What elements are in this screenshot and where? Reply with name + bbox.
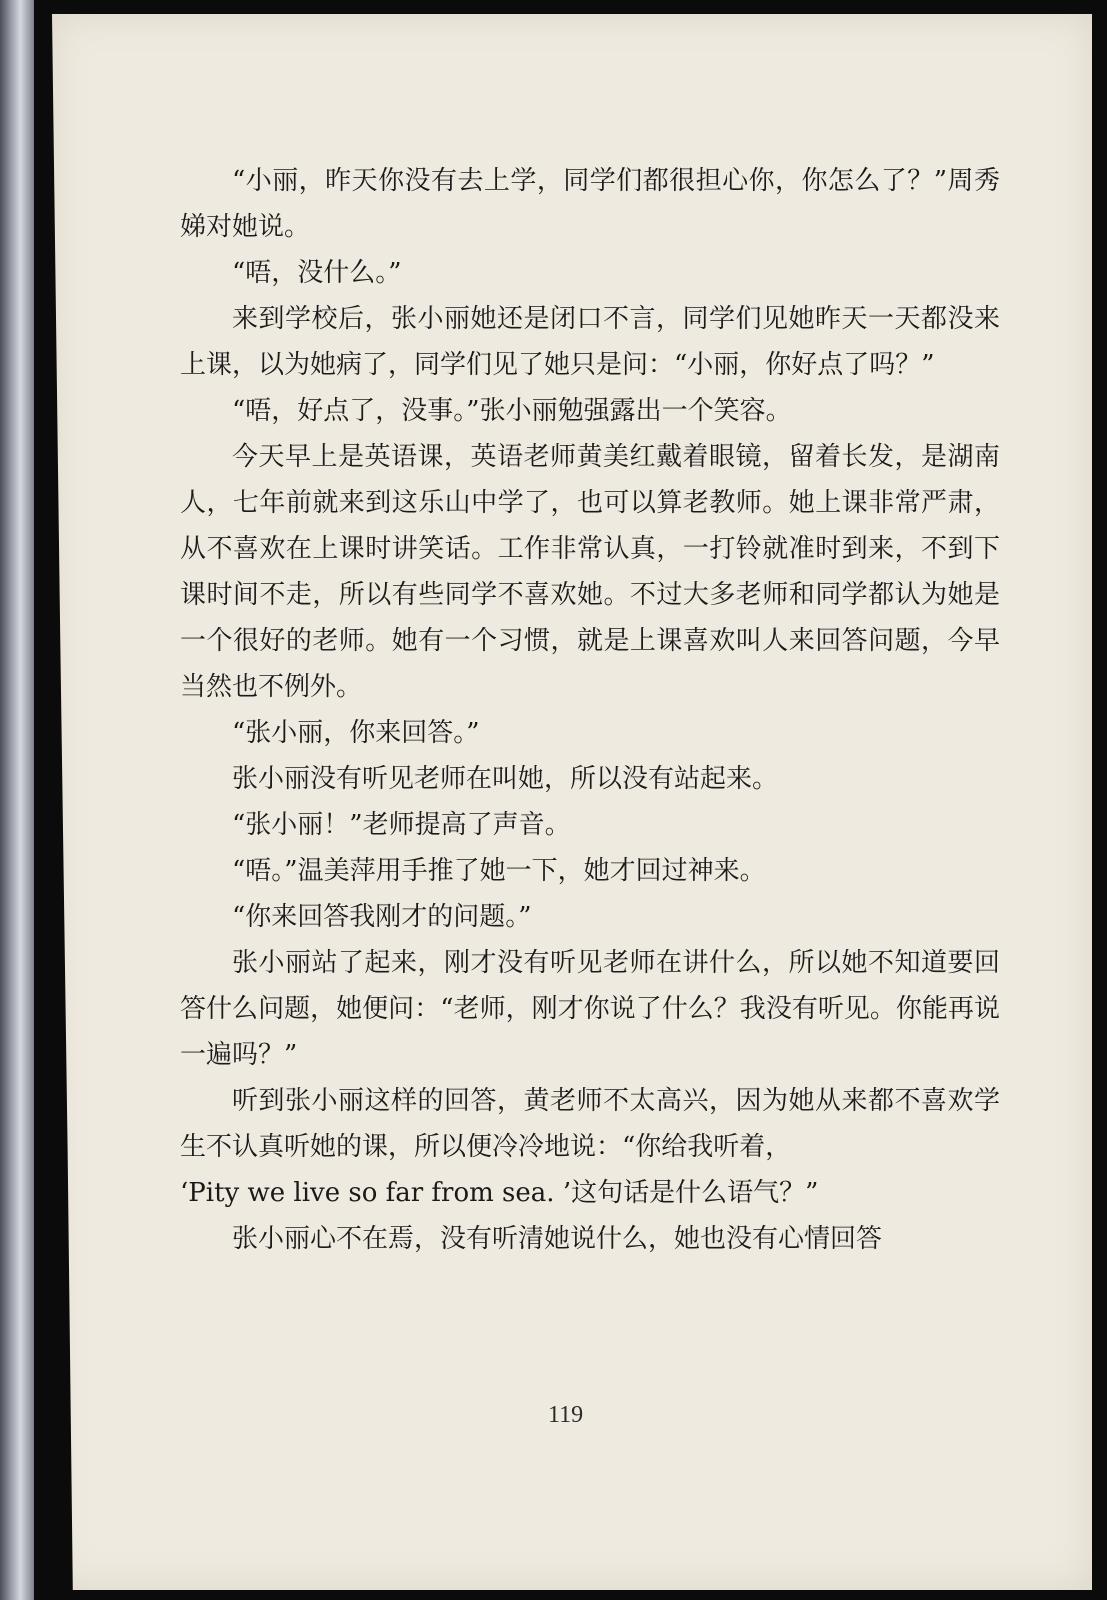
paragraph: 张小丽站了起来，刚才没有听见老师在讲什么，所以她不知道要回答什么问题，她便问：“老师，刚才你说了什么？我没有听见。你能再说一遍吗？” xyxy=(180,948,1000,1070)
paragraph: 来到学校后，张小丽她还是闭口不言，同学们见她昨天一天都没来上课，以为她病了，同学们见了她只是问：“小丽，你好点了吗？” xyxy=(180,304,1000,380)
paragraph: “唔。”温美萍用手推了她一下，她才回过神来。 xyxy=(232,856,766,886)
paragraph: 张小丽心不在焉，没有听清她说什么，她也没有心情回答 xyxy=(232,1224,883,1254)
paragraph: “张小丽！”老师提高了声音。 xyxy=(232,810,571,840)
paragraph: “小丽，昨天你没有去上学，同学们都很担心你，你怎么了？”周秀娣对她说。 xyxy=(180,166,1000,242)
paragraph: 今天早上是英语课，英语老师黄美红戴着眼镜，留着长发，是湖南人，七年前就来到这乐山中学了，也可以算老教师。她上课非常严肃，从不喜欢在上课时讲笑话。工作非常认真，一打铃就准时到来，不到下课时间不走，所以有些同学不喜欢她。不过大多老师和同学都认为她是一个很好的老师。她有一个习惯，就是上课喜欢叫人来回答问题，今早当然也不例外。 xyxy=(180,442,1000,702)
paragraph: “唔，没什么。” xyxy=(232,258,402,288)
page-number: 119 xyxy=(548,1402,584,1428)
body-text xyxy=(180,158,1000,1262)
paragraph: “张小丽，你来回答。” xyxy=(232,718,480,748)
paragraph: 张小丽没有听见老师在叫她，所以没有站起来。 xyxy=(232,764,779,794)
paragraph: “唔，好点了，没事。”张小丽勉强露出一个笑容。 xyxy=(232,396,792,426)
paragraph: 听到张小丽这样的回答，黄老师不太高兴，因为她从来都不喜欢学生不认真听她的课，所以便冷冷地说：“你给我听着， xyxy=(180,1086,1000,1162)
scanner-edge-strip xyxy=(0,0,34,1600)
paragraph: “你来回答我刚才的问题。” xyxy=(232,902,532,932)
paragraph-english-quote: ‘Pity we live so far from sea. ’这句话是什么语气？” xyxy=(180,1178,819,1208)
